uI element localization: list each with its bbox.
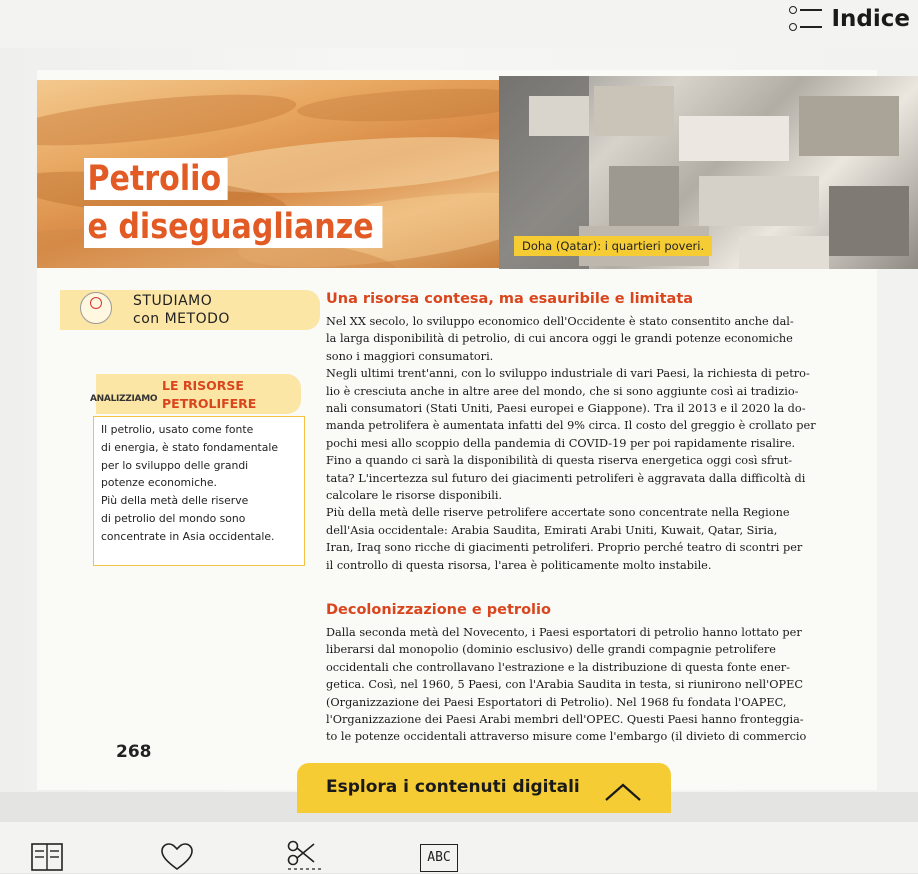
body-line: getica. Così, nel 1960, 5 Paesi, con l'Arabia Saudita in testa, si riunirono nell'OPEC	[326, 678, 804, 692]
body-line: calcolare le risorse disponibili.	[326, 489, 503, 503]
body-line: to le potenze occidentali attraverso misure come l'embargo (il divieto di commercio	[326, 730, 807, 744]
chevron-up-icon[interactable]	[603, 781, 643, 803]
summary-line: di petrolio del mondo sono	[101, 511, 246, 525]
list-icon	[789, 4, 823, 34]
summary-line: concentrate in Asia occidentale.	[101, 529, 275, 543]
title-line-1: Petrolio	[84, 158, 228, 200]
summary-line: per lo sviluppo delle grandi	[101, 458, 249, 472]
index-button[interactable]	[789, 4, 910, 34]
scissors-icon[interactable]	[286, 838, 326, 872]
body-line: nali consumatori (Stati Uniti, Paesi europei e Giappone). Tra il 2013 e il 2020 la do-	[326, 402, 806, 416]
top-bar	[0, 0, 918, 48]
heart-icon[interactable]	[160, 842, 194, 872]
abc-label: ABC	[427, 850, 451, 865]
method-line-1: STUDIAMO	[133, 293, 213, 309]
body-line: Nel XX secolo, lo sviluppo economico dell'Occidente è stato consentito anche dal-	[326, 315, 794, 328]
summary-line: Il petrolio, usato come fonte	[101, 423, 254, 436]
body-line: il controllo di questa risorsa, l'area è politicamente molto instabile.	[326, 558, 712, 572]
analyze-title-1: LE RISORSE	[162, 378, 244, 393]
body-line: Fino a quando ci sarà la disponibilità di questa riserva energetica oggi così sfrut-	[326, 454, 793, 468]
method-line-2: con METODO	[133, 311, 230, 327]
abc-text-icon[interactable]	[420, 844, 458, 872]
body-line: pochi mesi allo scoppio della pandemia di COVID-19 per poi rapidamente risalire.	[326, 436, 796, 450]
body-line: occidentali che controllavano l'estrazione e la distribuzione di questa fonte ener-	[326, 660, 790, 674]
body-line: tata? L'incertezza sul futuro dei giacimenti petroliferi è aggravata dalla difficoltà di	[326, 471, 806, 485]
body-line: la larga disponibilità di petrolio, di cui ancora oggi le grandi potenze economiche	[326, 332, 793, 346]
body-line: Dalla seconda metà del Novecento, i Paesi esportatori di petrolio hanno lottato per	[326, 626, 802, 639]
analyze-label: ANALIZZIAMO	[90, 394, 158, 404]
body-line: sono i maggiori consumatori.	[326, 349, 494, 363]
summary-line: Più della metà delle riserve	[101, 494, 249, 508]
summary-text	[101, 421, 306, 546]
page-number: 268	[116, 742, 152, 762]
body-line: liberarsi dal monopolio (dominio esclusivo) delle grandi compagnie petrolifere	[326, 643, 776, 657]
method-icon	[80, 292, 112, 324]
body-line: manda petrolifera è aumentata infatti del 9% circa. Il costo del greggio è crollato per	[326, 419, 816, 433]
summary-line: potenze economiche.	[101, 476, 217, 490]
body-line: dell'Asia occidentale: Arabia Saudita, Emirati Arabi Uniti, Kuwait, Qatar, Siria,	[326, 523, 778, 537]
body-line: l'Organizzazione dei Paesi Arabi membri dell'OPEC. Questi Paesi hanno fronteggia-	[326, 713, 804, 727]
body-line: (Organizzazione dei Paesi Esportatori di Petrolio). Nel 1968 fu fondata l'OAPEC,	[326, 695, 787, 709]
title-line-2: e diseguaglianze	[84, 206, 382, 248]
summary-line: di energia, è stato fondamentale	[101, 440, 279, 454]
body-line: Più della metà delle riserve petrolifere accertate sono concentrate nella Regione	[326, 506, 790, 520]
body-line: lio è cresciuta anche in altre aree del mondo, che si sono aggiunte così ai tradizio-	[326, 384, 799, 398]
analyze-title-2: PETROLIFERE	[162, 396, 257, 411]
body-line: Iran, Iraq sono ricche di giacimenti petroliferi. Proprio perché teatro di scontri per	[326, 541, 803, 555]
index-label: Indice	[831, 6, 910, 32]
bottom-toolbar	[0, 822, 918, 873]
body-line: Negli ultimi trent'anni, con lo sviluppo industriale di vari Paesi, la richiesta di petro-	[326, 367, 810, 381]
section-heading-1: Una risorsa contesa, ma esauribile e limitata	[326, 291, 694, 307]
section-2-body	[326, 624, 806, 746]
section-heading-2: Decolonizzazione e petrolio	[326, 602, 551, 618]
section-1-body	[326, 313, 816, 574]
notes-icon[interactable]	[30, 840, 64, 874]
photo-caption: Doha (Qatar): i quartieri poveri.	[514, 236, 712, 256]
digital-content-label: Esplora i contenuti digitali	[326, 777, 580, 797]
